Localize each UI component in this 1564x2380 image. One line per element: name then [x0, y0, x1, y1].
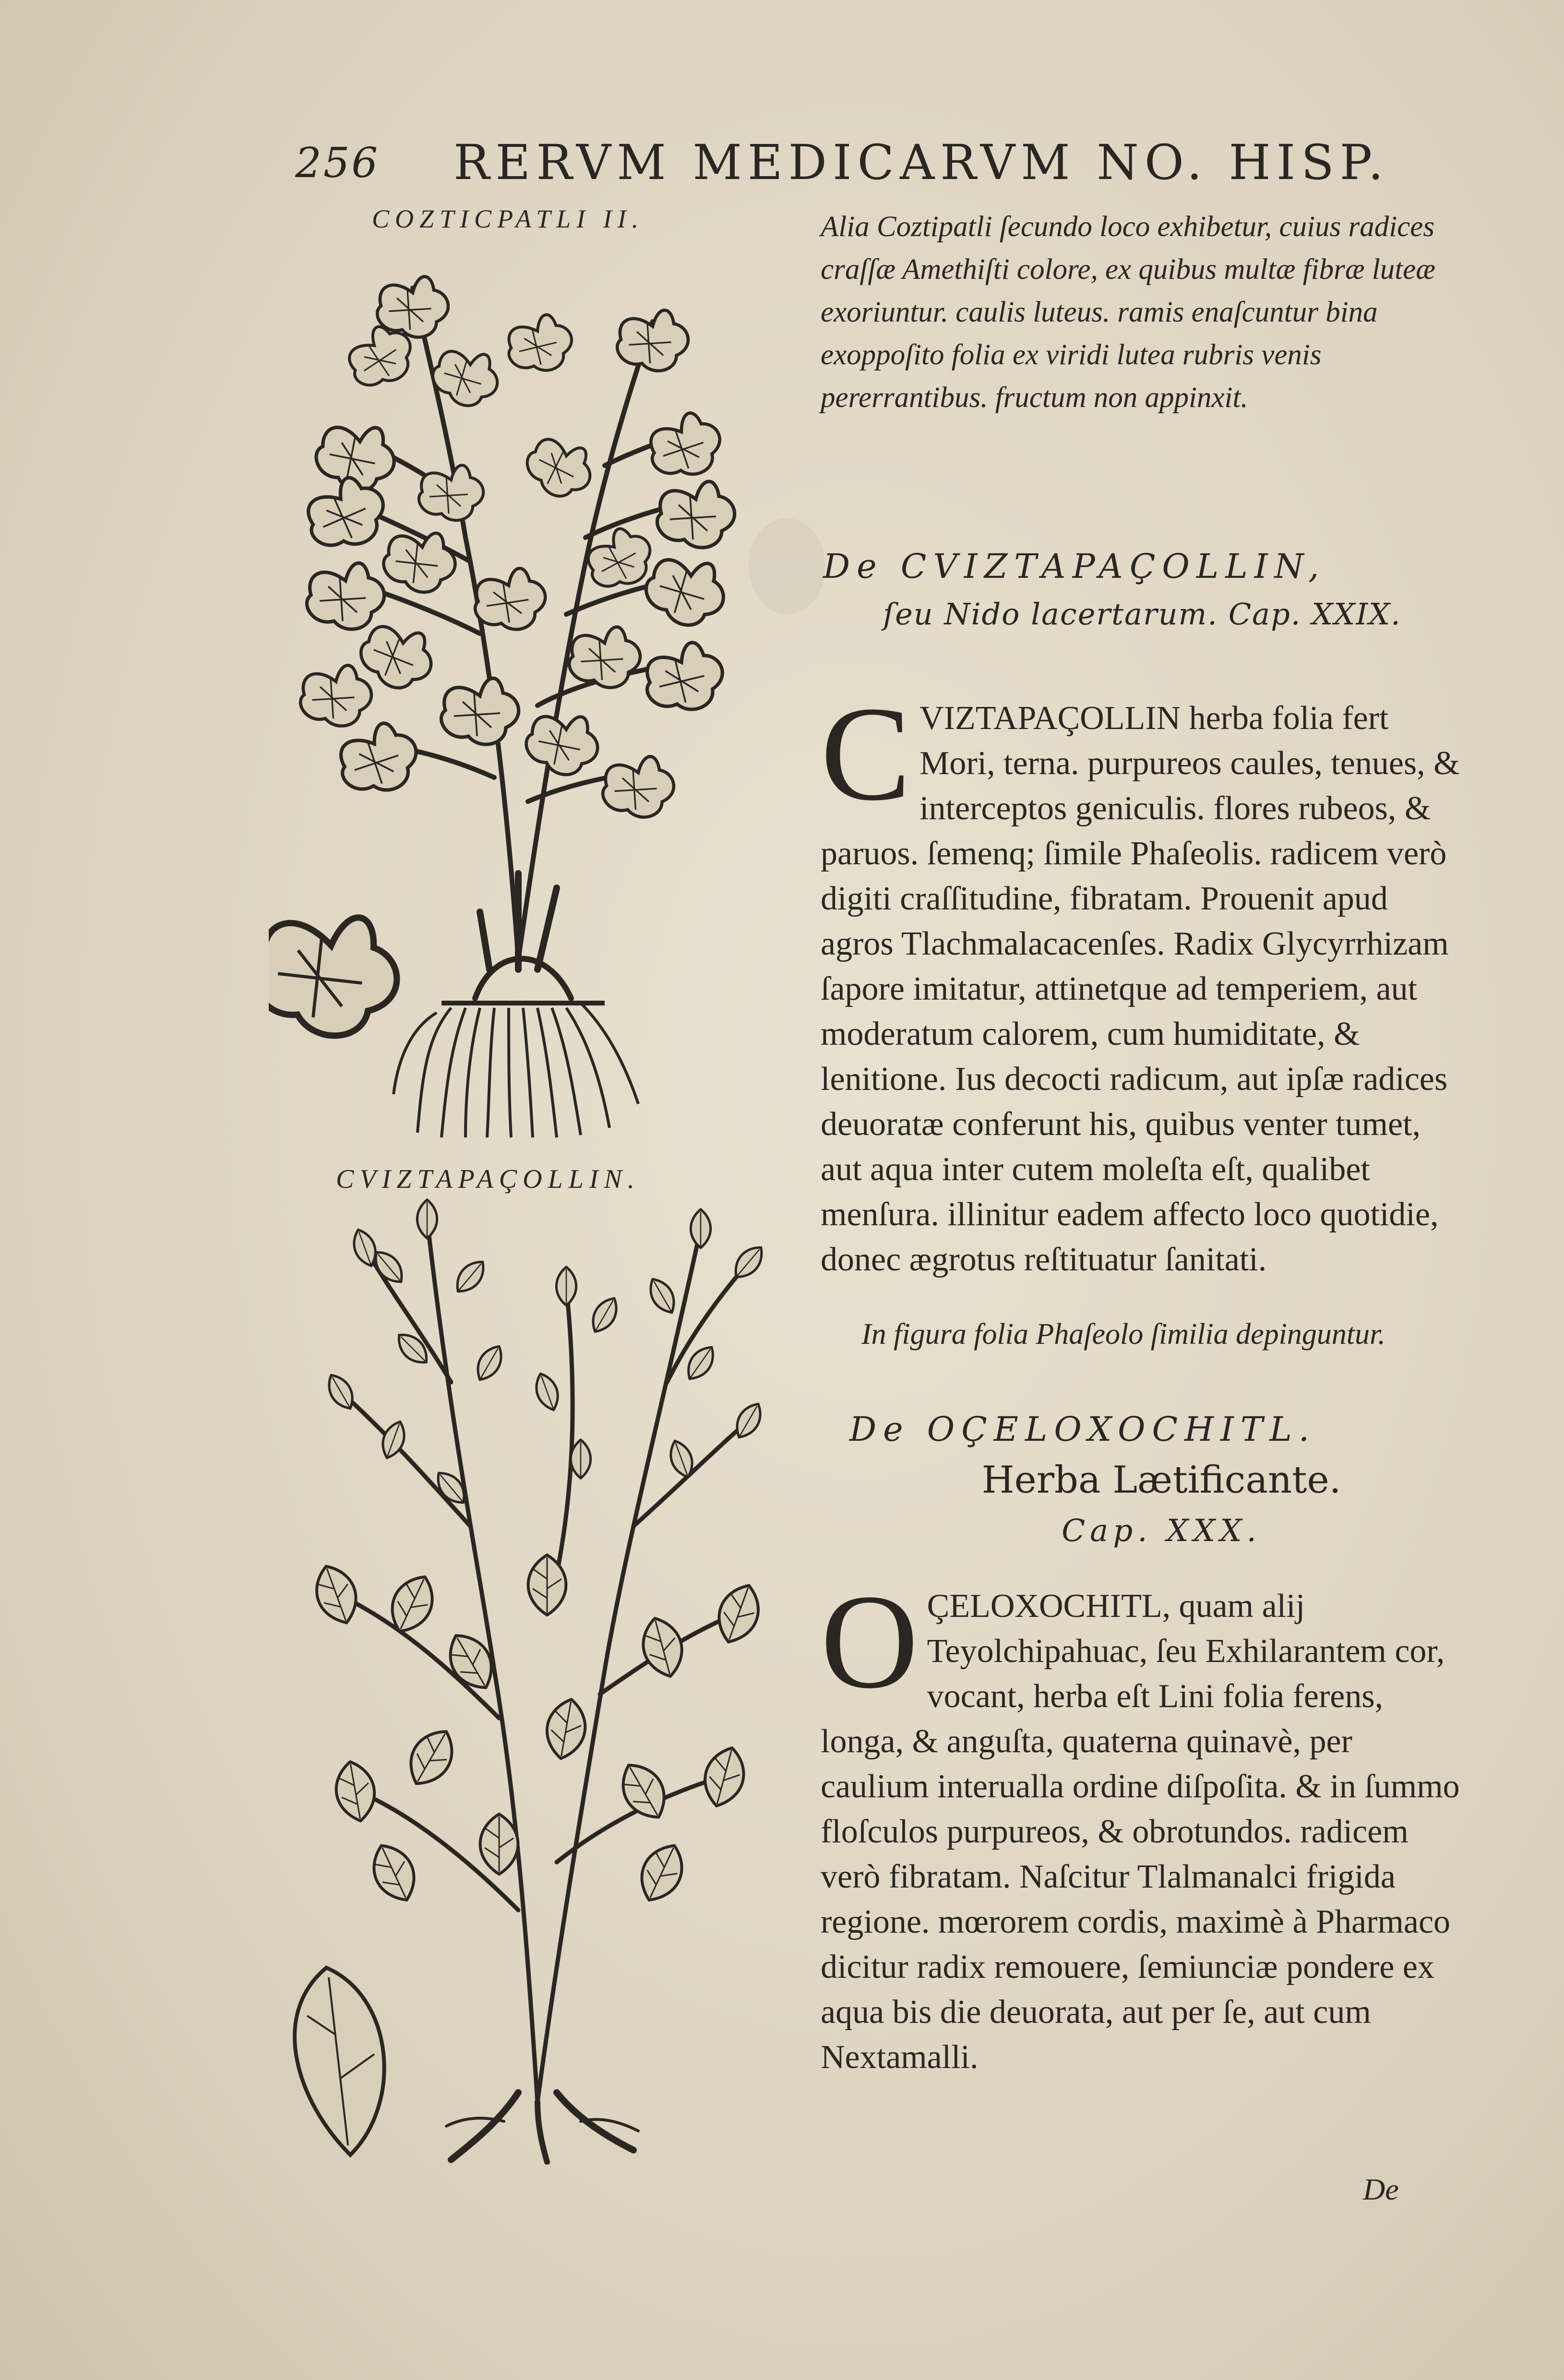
figure-note: In figura folia Phaſeolo ſimilia depinguntur.: [861, 1318, 1385, 1351]
page-number: 256: [295, 139, 380, 187]
chapter-30-body: [821, 1567, 1468, 2080]
chapter-30-text: ÇELOXOCHITL, quam alij Teyolchipahuac, ſeu Exhilarantem cor, vocant, herba eſt Lini folia ferens, longa, & anguſta, quaterna quinavè, per caulium interualla ordine diſpoſita. & in ſummo floſculos purpureos, & obrotundos. radicem verò fibratam. Naſcitur Tlalmanalci frigida regione. mœrorem cordis, maximè à Pharmaco dicitur radix remouere, ſemiunciæ pondere ex aqua bis die deuorata, aut per ſe, aut cum Nextamalli.: [821, 1588, 1460, 2076]
catchword: De: [1363, 2172, 1399, 2206]
chapter-29-title: De CVIZTAPAÇOLLIN,: [823, 547, 1326, 586]
running-title: RERVM MEDICARVM NO. HISP.: [454, 134, 1389, 191]
chapter-29-subtitle: ſeu Nido lacertarum. Cap. XXIX.: [883, 597, 1401, 632]
plant1-caption: COZTICPATLI II.: [372, 204, 645, 233]
woodcut-cviztapacollin-illustration: [269, 1190, 797, 2165]
chapter-30-number: Cap. XXX.: [1062, 1513, 1261, 1549]
intro-paragraph: Alia Coztipatli ſecundo loco exhibetur, cuius radices craſſæ Amethiſti colore, ex quibus multæ fibræ luteæ exoriuntur. caulis luteus. ramis enaſcuntur bina exoppoſito folia ex viridi lutea rubris venis pererrantibus. fructum non appinxit.: [821, 211, 1435, 414]
woodcut-cozticpatli-illustration: [269, 250, 787, 1147]
chapter-30-dropcap: O: [821, 1567, 919, 1716]
chapter-29-dropcap: C: [821, 679, 911, 828]
chapter-29-body: [821, 679, 1468, 1282]
plant2-caption: CVIZTAPAÇOLLIN.: [336, 1164, 640, 1194]
chapter-30-title: De OÇELOXOCHITL.: [849, 1410, 1316, 1449]
chapter-30-subtitle: Herba Lætificante.: [981, 1459, 1341, 1502]
chapter-30-heading: [849, 1404, 1473, 1556]
chapter-29-heading: [823, 542, 1461, 638]
chapter-29-text: VIZTAPAÇOLLIN herba folia fert Mori, terna. purpureos caules, tenues, & interceptos geniculis. flores rubeos, & paruos. ſemenq; ſimile Phaſeolis. radicem verò digiti craſſitudine, fibratam. Prouenit apud agros Tlachmalacacenſes. Radix Glycyrrhizam ſapore imitatur, attinetque ad temperiem, aut moderatum calorem, cum humiditate, & lenitione. Ius decocti radicum, aut ipſæ radices deuoratæ conferunt his, quibus venter tumet, aut aqua inter cutem moleſta eſt, qualibet menſura. illinitur eadem affecto loco quotidie, donec ægrotus reſtituatur ſanitati.: [821, 700, 1460, 1278]
